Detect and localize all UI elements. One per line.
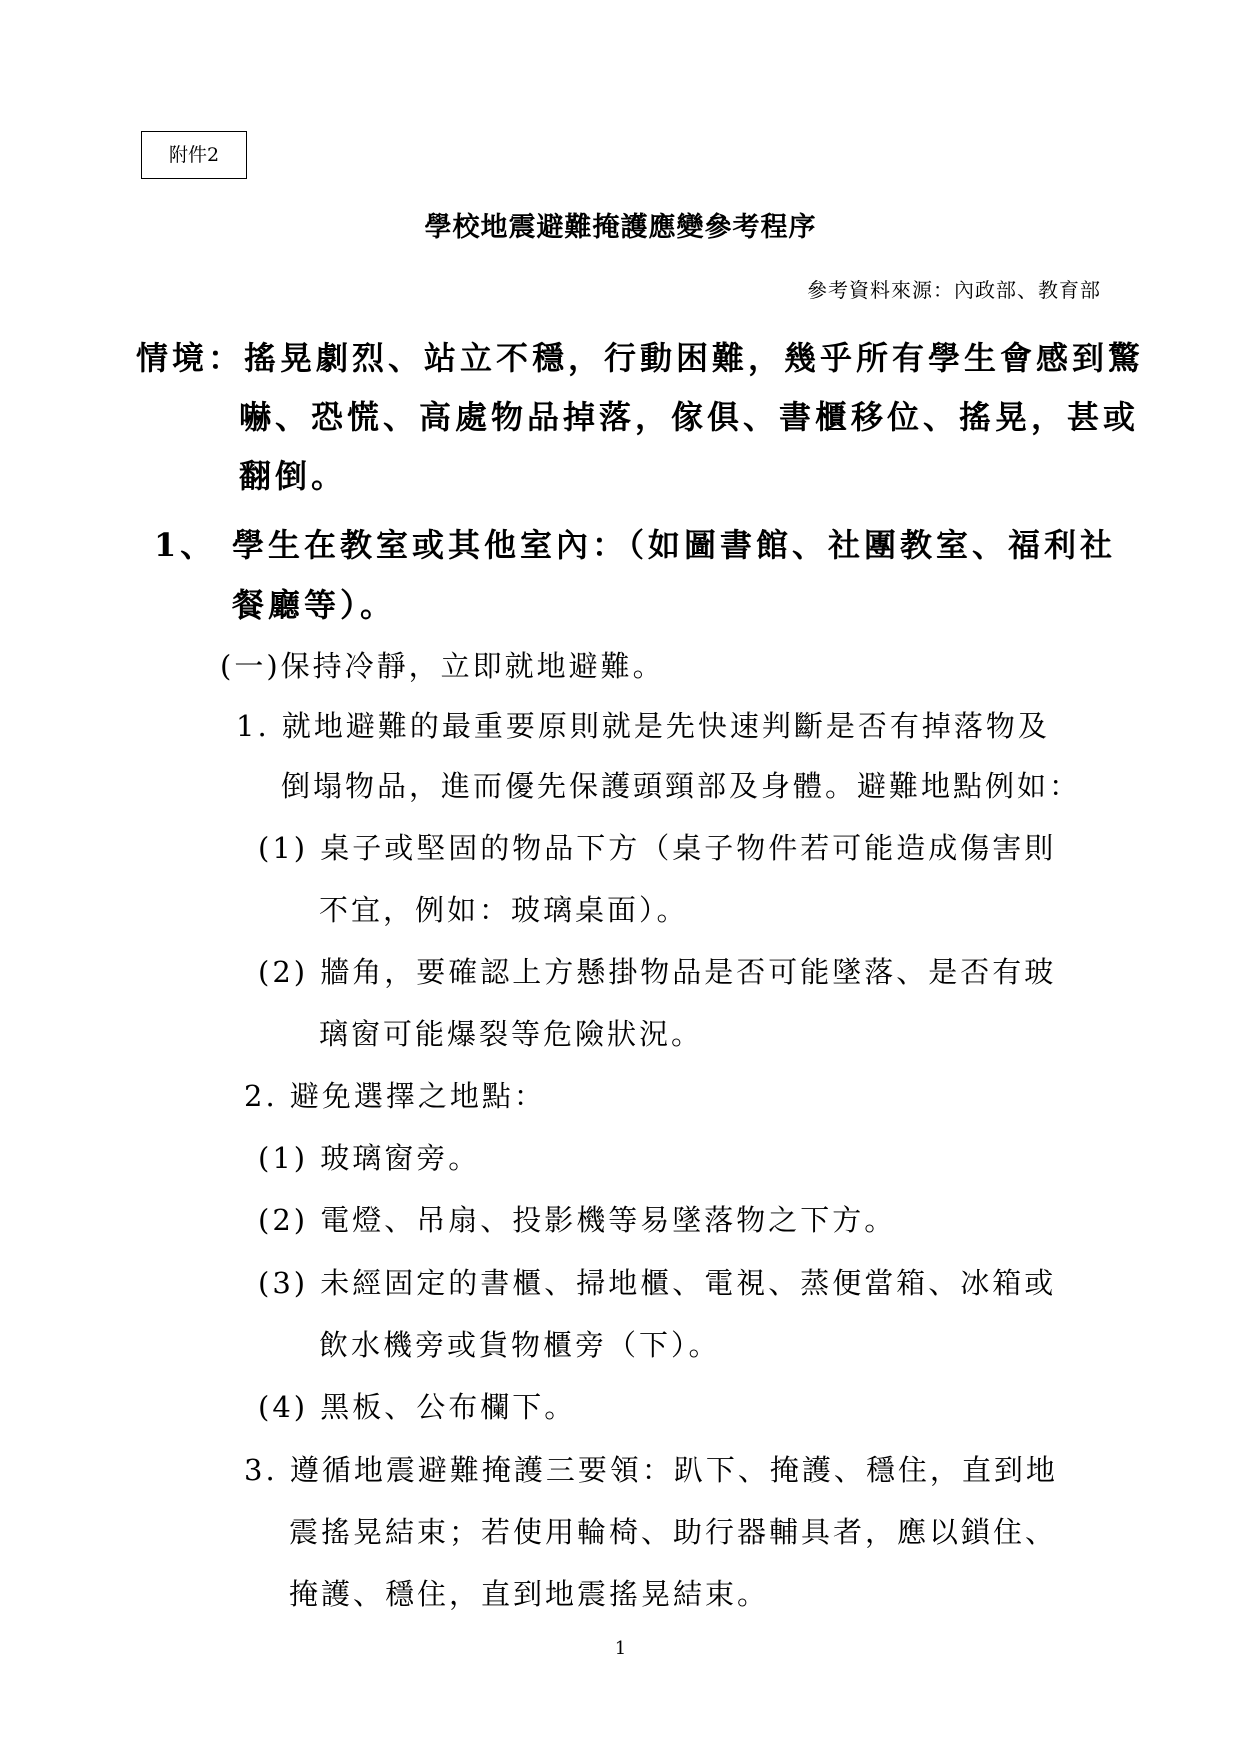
scenario-line-2: 嚇、恐慌、高處物品掉落，傢俱、書櫃移位、搖晃，甚或 (239, 398, 1140, 436)
scenario-line-1: 情境：搖晃劇烈、站立不穩，行動困難，幾乎所有學生會感到驚 (136, 339, 1145, 377)
item-2-sub-4: (4) 黑板、公布欄下。 (258, 1390, 577, 1424)
scenario-line-3: 翻倒。 (239, 457, 348, 495)
item-2-sub-2: (2) 電燈、吊扇、投影機等易墜落物之下方。 (258, 1203, 897, 1237)
item-3-line-2: 震搖晃結束；若使用輪椅、助行器輔具者，應以鎖住、 (289, 1515, 1058, 1549)
page-number: 1 (614, 1638, 627, 1659)
item-3-line-1: 3. 遵循地震避難掩護三要領：趴下、掩護、穩住，直到地 (244, 1453, 1058, 1487)
section-1-number: 1、 (154, 526, 217, 564)
item-1-line-2: 倒塌物品，進而優先保護頭頸部及身體。避難地點例如： (281, 769, 1082, 803)
document-title: 學校地震避難掩護應變參考程序 (424, 212, 817, 243)
attachment-label: 附件2 (141, 131, 247, 179)
item-2-sub-3-line-2: 飲水機旁或貨物櫃旁（下）。 (319, 1328, 721, 1362)
item-1-line-1: 1. 就地避難的最重要原則就是先快速判斷是否有掉落物及 (236, 709, 1050, 743)
source-note: 參考資料來源：內政部、教育部 (807, 278, 1101, 302)
item-1-sub-1-line-1: (1) 桌子或堅固的物品下方（桌子物件若可能造成傷害則 (258, 831, 1057, 865)
item-1-sub-1-line-2: 不宜，例如：玻璃桌面）。 (319, 893, 689, 927)
subsection-1: (一)保持冷靜，立即就地避難。 (220, 649, 665, 683)
item-3-line-3: 掩護、穩住，直到地震搖晃結束。 (289, 1577, 770, 1611)
item-2-sub-3-line-1: (3) 未經固定的書櫃、掃地櫃、電視、蒸便當箱、冰箱或 (258, 1266, 1057, 1300)
section-1-heading-line-1: 學生在教室或其他室內：（如圖書館、社團教室、福利社 (232, 526, 1117, 564)
section-1-heading-line-2: 餐廳等）。 (232, 586, 397, 624)
item-2-sub-1: (1) 玻璃窗旁。 (258, 1141, 481, 1175)
item-1-sub-2-line-2: 璃窗可能爆裂等危險狀況。 (319, 1017, 704, 1051)
item-2-heading: 2. 避免選擇之地點： (244, 1079, 546, 1113)
item-1-sub-2-line-1: (2) 牆角，要確認上方懸掛物品是否可能墜落、是否有玻 (258, 955, 1057, 989)
